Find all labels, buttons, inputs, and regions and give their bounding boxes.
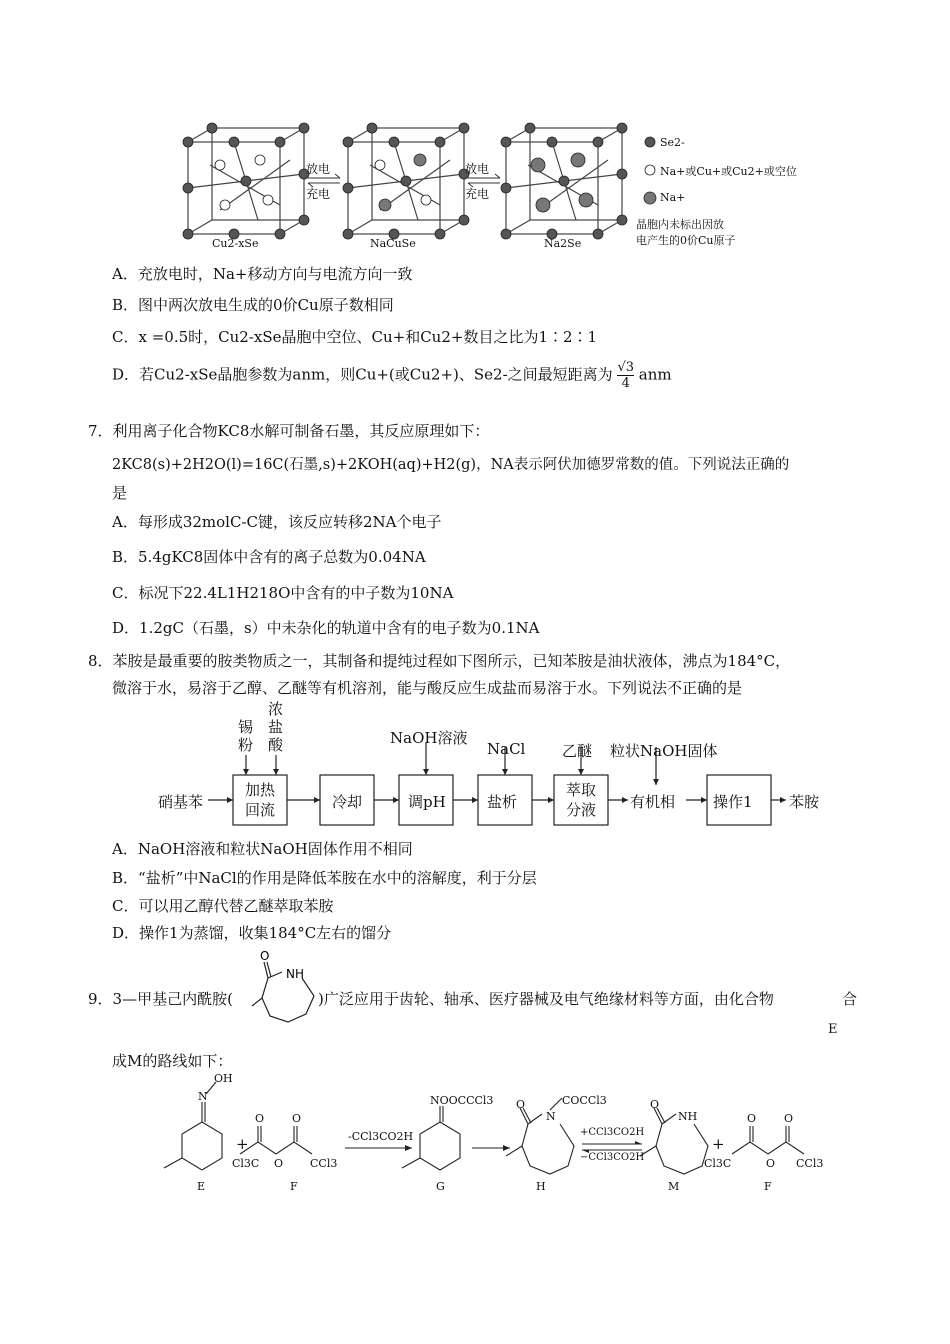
arrow1-charge-label: 充电 — [306, 187, 331, 201]
scheme-f2-label: F — [764, 1180, 772, 1193]
legend-na: Na+ — [660, 191, 686, 204]
flow-input-hcl: 浓盐酸 — [268, 700, 284, 754]
scheme-h-sub: COCCl3 — [562, 1094, 607, 1107]
q6-option-a: A．充放电时，Na+移动方向与电流方向一致 — [112, 265, 413, 283]
legend-se: Se2- — [660, 136, 685, 149]
scheme-f-ccl3: CCl3 — [310, 1157, 338, 1170]
scheme-h-n: N — [546, 1110, 556, 1123]
q7-option-a: A．每形成32molC-C键，该反应转移2NA个电子 — [112, 513, 442, 531]
scheme-f2-o3: O — [766, 1157, 776, 1170]
scheme-plus-2: + — [712, 1135, 725, 1153]
scheme-f-o3: O — [274, 1157, 284, 1170]
atom-o: O — [260, 949, 270, 963]
q7-option-d: D．1.2gC（石墨，s）中未杂化的轨道中含有的电子数为0.1NA — [112, 619, 540, 637]
scheme-f2-cl3c: Cl3C — [704, 1157, 732, 1170]
q6-option-d-text: D．若Cu2-xSe晶胞参数为anm，则Cu+(或Cu2+)、Se2-之间最短距离为 — [112, 365, 613, 384]
q6-option-d-unit: anm — [638, 365, 672, 384]
fraction-denominator: 4 — [621, 376, 630, 391]
flow-mid-label: 有机相 — [630, 793, 676, 811]
scheme-f-cl3c: Cl3C — [232, 1157, 260, 1170]
flow-box-3-label: 调pH — [408, 793, 446, 811]
flow-end-label: 苯胺 — [789, 793, 820, 811]
scheme-m-nh: NH — [678, 1110, 698, 1123]
q6-option-d — [112, 360, 672, 391]
q9-stem-pre: 9．3—甲基己内酰胺( — [88, 990, 233, 1008]
legend-note-2: 电产生的0价Cu原子 — [636, 234, 736, 247]
q7-equation: 2KC8(s)+2H2O(l)=16C(石墨,s)+2KOH(aq)+H2(g)，NA表示阿伏加德罗常数的值。下列说法正确的 — [112, 457, 790, 473]
scheme-f-o1: O — [255, 1112, 265, 1125]
q9-inline-structure-m — [248, 948, 324, 1030]
q6-option-d-fraction — [617, 360, 634, 391]
arrow2-discharge-label: 放电 — [465, 162, 490, 176]
scheme-e-label: E — [197, 1180, 206, 1193]
legend-mixed: Na+或Cu+或Cu2+或空位 — [660, 165, 797, 178]
flow-input-naoh-solid: 粒状NaOH固体 — [610, 742, 718, 760]
flow-box-2-label: 冷却 — [332, 793, 363, 811]
flow-input-naoh-solution: NaOH溶液 — [390, 729, 468, 747]
q7-option-c: C．标况下22.4L1H218O中含有的中子数为10NA — [112, 584, 454, 602]
q9-stem-2: 成M的路线如下： — [112, 1052, 233, 1070]
q8-option-b: B．“盐析”中NaCl的作用是降低苯胺在水中的溶解度，利于分层 — [112, 869, 537, 887]
flow-input-nacl: NaCl — [487, 740, 526, 758]
scheme-f2-ccl3: CCl3 — [796, 1157, 824, 1170]
fraction-numerator: √3 — [617, 360, 634, 375]
scheme-m-o: O — [650, 1098, 660, 1111]
q9-reaction-scheme — [150, 1070, 840, 1200]
flow-box-6-label: 操作1 — [713, 793, 753, 811]
q6-option-b: B．图中两次放电生成的0价Cu原子数相同 — [112, 296, 394, 314]
q7-equation-cont: 是 — [112, 484, 128, 502]
q9-stem-post: )广泛应用于齿轮、轴承、医疗器械及电气绝缘材料等方面，由化合物 — [318, 990, 774, 1008]
q9-stem-tail: 合 — [842, 990, 858, 1008]
q8-option-c: C．可以用乙醇代替乙醚萃取苯胺 — [112, 897, 334, 915]
cell-label-nacuse: NaCuSe — [370, 237, 416, 250]
scheme-f-label: F — [290, 1180, 298, 1193]
scheme-g-label: G — [436, 1180, 445, 1193]
q9-stem-e: E — [828, 1022, 838, 1037]
atom-nh: NH — [286, 967, 304, 981]
scheme-e-oh: OH — [214, 1072, 233, 1085]
cell-label-cu2xse: Cu2-xSe — [212, 237, 259, 250]
flow-input-tin: 锡粉 — [238, 718, 254, 754]
scheme-f2-o2: O — [784, 1112, 794, 1125]
scheme-h-o: O — [516, 1098, 526, 1111]
q6-option-c: C．x =0.5时，Cu2-xSe晶胞中空位、Cu+和Cu2+数目之比为1∶2∶1 — [112, 328, 598, 346]
q7-stem: 7．利用离子化合物KC8水解可制备石墨，其反应原理如下： — [88, 422, 490, 440]
scheme-arrow3-top: +CCl3CO2H — [580, 1127, 645, 1138]
cell-label-na2se: Na2Se — [544, 237, 582, 250]
flow-start-label: 硝基苯 — [158, 793, 204, 811]
q7-option-b: B．5.4gKC8固体中含有的离子总数为0.04NA — [112, 548, 426, 566]
flow-box-1-label: 加热回流 — [244, 781, 275, 819]
arrow2-charge-label: 充电 — [465, 187, 490, 201]
q8-stem-2: 微溶于水，易溶于乙醇、乙醚等有机溶剂，能与酸反应生成盐而易溶于水。下列说法不正确的是 — [112, 679, 743, 697]
legend-note-1: 晶胞内未标出因放 — [636, 218, 724, 231]
scheme-g-sub: NOOCCCl3 — [430, 1094, 494, 1107]
flow-box-5-label: 萃取分液 — [565, 781, 596, 819]
scheme-f2-o1: O — [747, 1112, 757, 1125]
scheme-f-o2: O — [292, 1112, 302, 1125]
scheme-e-n: N — [198, 1090, 208, 1103]
scheme-plus-1: + — [236, 1135, 249, 1153]
arrow1-discharge-label: 放电 — [306, 162, 331, 176]
scheme-arrow1-label: -CCl3CO2H — [348, 1130, 414, 1143]
flow-box-4-label: 盐析 — [487, 793, 518, 811]
q8-stem-1: 8．苯胺是最重要的胺类物质之一，其制备和提纯过程如下图所示，已知苯胺是油状液体，沸点为184°C， — [88, 652, 791, 670]
q8-option-d: D．操作1为蒸馏，收集184°C左右的馏分 — [112, 924, 392, 942]
scheme-h-label: H — [536, 1180, 546, 1193]
flow-input-ether: 乙醚 — [562, 742, 593, 760]
q8-option-a: A．NaOH溶液和粒状NaOH固体作用不相同 — [112, 840, 413, 858]
scheme-arrow3-bottom: −CCl3CO2H — [580, 1152, 645, 1163]
scheme-m-label: M — [668, 1180, 680, 1193]
